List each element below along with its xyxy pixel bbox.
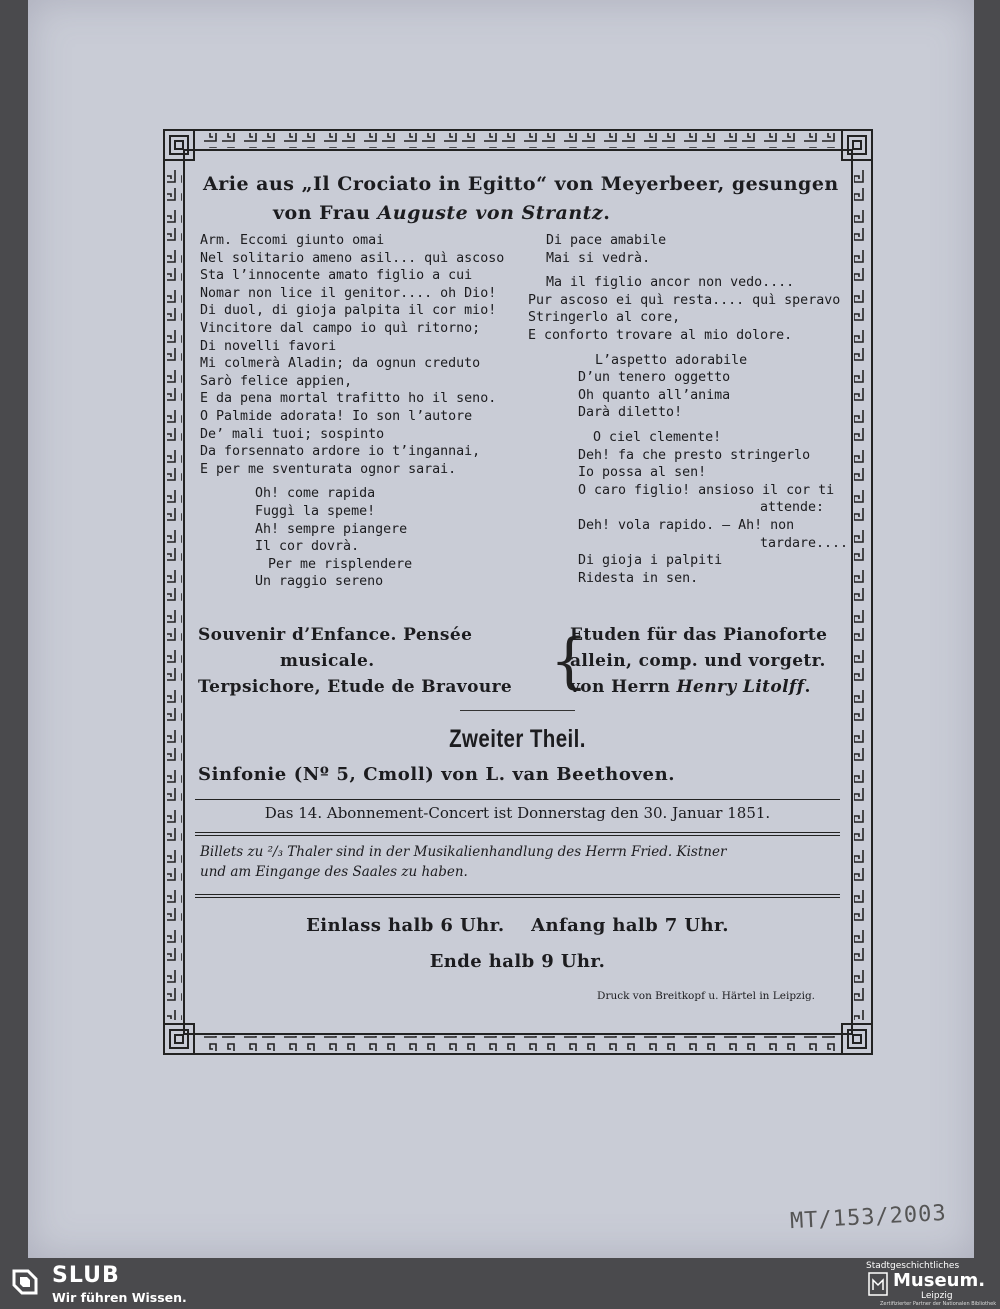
museum-wordmark: Museum. <box>893 1270 986 1291</box>
aria-title-line2 <box>203 199 840 228</box>
lyric-line: O caro figlio! ansioso il cor ti <box>578 482 835 498</box>
ticket-info <box>195 842 840 882</box>
lyric-line: O Palmide adorata! Io son l’autore <box>200 408 473 424</box>
slub-logo-icon <box>10 1267 40 1297</box>
next-concert-notice: Das 14. Abonnement-Concert ist Donnerstag den 30. Januar 1851. <box>264 804 771 822</box>
verse-line: Per me risplendere <box>268 556 413 572</box>
verse-line: Oh! come rapida <box>255 486 376 502</box>
lyric-line: Deh! vola rapido. — Ah! non <box>578 517 795 533</box>
section-divider <box>460 710 575 711</box>
aria-title <box>195 170 840 228</box>
etuden-section <box>195 622 840 704</box>
lyric-line: Nomar non lice il genitor.... oh Dio! <box>200 285 497 301</box>
museum-city: Leipzig <box>921 1291 953 1301</box>
museum-fineprint: Zertifizierter Partner der Nationalen Bibliothek <box>880 1301 997 1307</box>
lyrics-right-column <box>528 232 849 587</box>
rule-line <box>195 835 840 836</box>
composer-name: Henry Litolff <box>676 677 805 697</box>
etuden-desc-line2: allein, comp. und vorgetr. <box>570 651 826 671</box>
symphony-entry: Sinfonie (Nº 5, Cmoll) von L. van Beethoven. <box>198 764 676 785</box>
rule-line <box>195 897 840 898</box>
lyric-line: Da forsennato ardore io t’ingannai, <box>200 444 481 460</box>
lyric-line: De’ mali tuoi; sospinto <box>200 426 385 442</box>
end-time: Ende halb 9 Uhr. <box>429 951 606 972</box>
verse-line: Il cor dovrà. <box>255 539 360 555</box>
etude-title-1-cont: musicale. <box>280 651 375 671</box>
composer-prefix: von Herrn <box>570 677 677 697</box>
lyric-line: L’aspetto adorabile <box>595 352 748 368</box>
verse-line: Fuggì la speme! <box>255 503 376 519</box>
schedule-line1 <box>195 908 840 944</box>
singer-suffix: . <box>603 202 611 224</box>
aria-title-line1: Arie aus „Il Crociato in Egitto“ von Meyerbeer, gesungen <box>203 173 839 195</box>
etuden-desc-line1: Etuden für das Pianoforte <box>570 625 828 645</box>
singer-name: Auguste von Strantz <box>377 202 604 224</box>
lyric-line: E per me sventurata ognor sarai. <box>200 461 457 477</box>
etude-title-1: Souvenir d’Enfance. Pensée <box>198 625 473 645</box>
lyric-line: tardare.... <box>760 535 849 551</box>
slub-tagline: Wir führen Wissen. <box>52 1290 187 1305</box>
rule-line <box>195 832 840 833</box>
lyric-line: Arm. Eccomi giunto omai <box>200 233 385 248</box>
entry-time: Einlass halb 6 Uhr. <box>306 915 505 936</box>
lyrics-columns <box>195 232 849 614</box>
lyric-line: Vincitore dal campo io quì ritorno; <box>200 320 481 336</box>
lyric-line: Mai si vedrà. <box>546 250 651 266</box>
lyric-line: Di novelli favori <box>200 338 337 354</box>
lyric-line: O ciel clemente! <box>593 429 722 445</box>
museum-label-top: Stadtgeschichtliches <box>866 1261 960 1271</box>
slub-wordmark: SLUB <box>52 1263 120 1288</box>
part-heading: Zweiter Theil. <box>449 725 586 753</box>
museum-logo-icon <box>868 1272 888 1296</box>
lyric-line: Mi colmerà Aladin; da ognun creduto <box>200 356 481 372</box>
lyric-line: E da pena mortal trafitto ho il seno. <box>200 391 497 407</box>
etude-title-2: Terpsichore, Etude de Bravoure <box>198 677 513 697</box>
verse-line: Ah! sempre piangere <box>255 521 408 537</box>
lyric-line: Stringerlo al core, <box>528 310 681 326</box>
ticket-info-line2: und am Eingange des Saales zu haben. <box>200 864 468 880</box>
singer-prefix: von Frau <box>273 202 378 224</box>
etuden-description <box>570 622 850 700</box>
lyric-line: Oh quanto all’anima <box>578 387 731 403</box>
etuden-desc-line3 <box>570 674 850 700</box>
curly-brace-icon: { <box>550 626 589 696</box>
lyric-line: Darà diletto! <box>578 405 683 421</box>
rule-line <box>195 894 840 895</box>
schedule <box>195 908 840 980</box>
archive-signature: MT/153/2003 <box>789 1200 948 1235</box>
composer-suffix: . <box>804 677 811 697</box>
lyric-line: Ridesta in sen. <box>578 570 699 586</box>
program-content <box>195 170 849 1002</box>
verse-line: Un raggio sereno <box>255 574 384 590</box>
lyric-line: Sarò felice appien, <box>200 373 353 389</box>
lyric-line: attende: <box>760 500 825 516</box>
lyric-line: Sta l’innocente amato figlio a cui <box>200 268 473 284</box>
etuden-titles <box>198 622 553 700</box>
lyric-line: Io possa al sen! <box>578 465 707 481</box>
lyrics-left-column <box>200 232 530 591</box>
printer-imprint: Druck von Breitkopf u. Härtel in Leipzig. <box>597 990 815 1002</box>
ticket-info-line1: Billets zu ²/₃ Thaler sind in der Musikalienhandlung des Herrn Fried. Kistner <box>200 844 727 860</box>
lyric-line: Deh! fa che presto stringerlo <box>578 447 811 463</box>
lyric-line: E conforto trovare al mio dolore. <box>528 327 793 343</box>
lyric-line: Di pace amabile <box>546 233 667 248</box>
start-time: Anfang halb 7 Uhr. <box>531 915 729 936</box>
rule-line <box>195 799 840 800</box>
lyric-line: Ma il figlio ancor non vedo.... <box>546 275 795 291</box>
lyric-line: D’un tenero oggetto <box>578 370 731 386</box>
lyric-line: Di gioja i palpiti <box>578 553 723 569</box>
lyric-line: Nel solitario ameno asil... quì ascoso <box>200 250 505 266</box>
lyric-line: Di duol, di gioja palpita il cor mio! <box>200 303 497 319</box>
lyric-line: Pur ascoso ei quì resta.... quì speravo <box>528 292 841 308</box>
